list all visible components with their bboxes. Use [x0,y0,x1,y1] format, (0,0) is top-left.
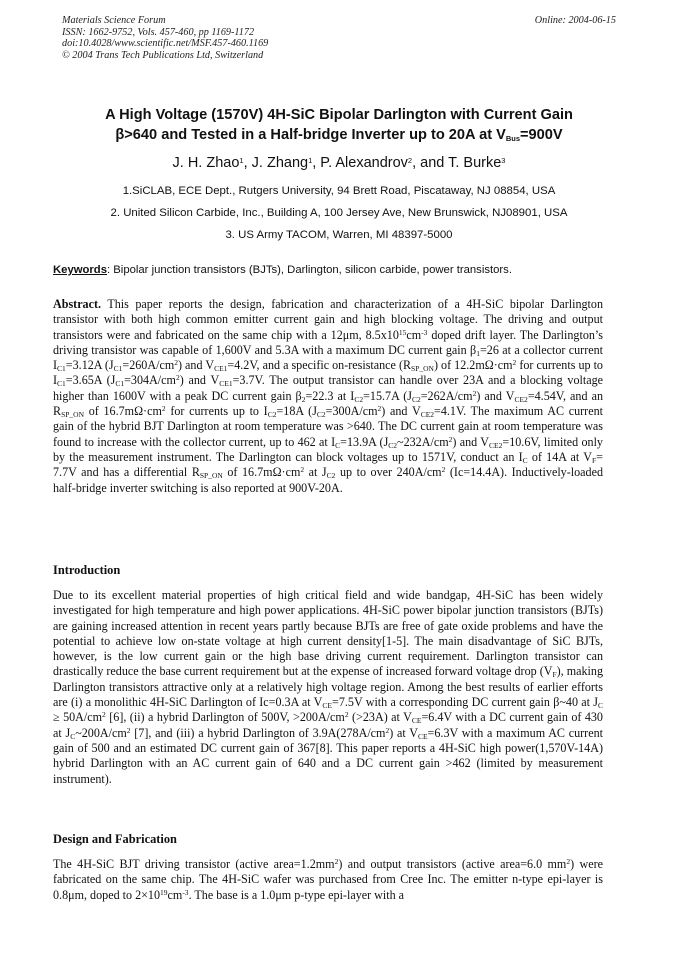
affiliation-2: 2. United Silicon Carbide, Inc., Building A, 100 Jersey Ave, New Brunswick, NJ08901, USA [110,207,568,219]
author-affil-mark: 1 [308,156,313,165]
online-date [535,15,616,27]
abstract-label: Abstract. [53,297,102,311]
intro-text: ) at V [389,725,418,740]
superscript: 2 [175,373,180,383]
author-name: , P. Alexandrov [312,155,408,171]
design-text: . The base is a 1.0μm p-type epi-layer with a [188,887,405,902]
author-affil-mark: 3 [501,156,506,165]
subscript: F [592,455,597,465]
abstract-text: = 7.7V and has a differential R [53,449,603,480]
subscript: C2 [326,471,336,481]
design-text: ) and output transistors (active area=6.0 mm [338,857,567,871]
subscript: SP_ON [61,410,85,420]
keywords-text: : Bipolar junction transistors (BJTs), Darlington, silicon carbide, power transistors. [107,264,512,276]
introduction-heading: Introduction [53,563,121,577]
superscript: 2 [512,358,517,368]
intro-text: (>23A) at V [348,710,412,725]
abstract-text: up to over 240A/cm [335,465,442,480]
abstract-text: of 14A at V [527,449,592,464]
abstract-text: for currents up to I [165,404,268,419]
abstract-text: ~232A/cm [397,434,449,449]
title-line-2-text: β>640 and Tested in a Half-bridge Inverter up to 20A at V [115,127,506,143]
subscript: SP_ON [411,364,434,374]
intro-text: ~200A/cm [75,725,127,740]
issn-line: ISSN: 1662-9752, Vols. 457-460, pp 1169-1172 [62,26,255,38]
superscript: 2 [334,857,339,866]
abstract-text: doped drift layer. The Darlington’s driving transistor was capable of 1,600V and 5.3A with a maximum DC current gain β [53,327,603,357]
subscript: C1 [113,364,123,374]
subscript: C1 [57,364,66,374]
paper-title [40,105,638,145]
title-line-2-end: =900V [520,127,563,143]
abstract-text: of 16.7mΩ·cm [84,404,162,419]
keywords [53,262,628,278]
subscript: CE1 [214,364,228,374]
subscript: C2 [388,440,398,450]
abstract-text: ) and V [452,434,490,449]
intro-text: ), making Darlington transistors attractive only at a relatively high voltage region. Among the best results of earlier efforts are (i) a monolithic 4H-SiC Darlington of Ic=0.3A at V [53,664,603,710]
doi-line[interactable]: doi:10.4028/www.scientific.net/MSF.457-460.1169 [62,38,269,50]
superscript: -3 [421,327,428,337]
abstract-text: ) of 12.2mΩ·cm [433,358,513,373]
subscript: SP_ON [199,471,223,481]
subscript: C [522,455,528,465]
subscript: CE [417,731,428,741]
superscript: 19 [160,887,168,897]
subscript: C [597,701,603,711]
author-name: J. H. Zhao [172,155,240,171]
author-name: , J. Zhang [243,155,309,171]
subscript: C [335,440,341,450]
abstract-text: ) and V [476,388,515,403]
abstract-text: =10.6V, limited only by the measurement instrument. The Darlington can block voltages up to 1571V, conduct an I [53,434,603,464]
abstract-text: =262A/cm [420,388,473,403]
affiliation-3: 3. US Army TACOM, Warren, MI 48397-5000 [225,229,453,241]
subscript: C2 [411,394,421,404]
abstract-text: =13.9A (J [340,434,389,449]
author-affil-mark: 1 [239,156,244,165]
abstract-text: at J [304,465,327,480]
abstract-text: =22.3 at I [305,388,355,403]
subscript: CE [411,716,422,726]
design-text: The 4H-SiC BJT driving transistor (active area=1.2mm [53,857,335,871]
superscript: 2 [300,465,305,475]
author-list [0,153,678,173]
subscript: C2 [354,394,364,404]
superscript: 2 [161,404,166,414]
abstract-text: =4.1V. The maximum AC current gain of the hybrid BJT Darlington at room temperature was >640. The DC current gain at room temperature was found to increase with the collector current, up to 462 at I [53,404,603,449]
abstract-paragraph [53,297,603,496]
title-line-2 [40,125,638,145]
abstract-text: =3.12A (J [65,358,114,373]
subscript: C1 [115,379,125,389]
intro-text: =6.4V with a DC current gain of 430 at J [53,710,603,740]
intro-text: [6], (ii) a hybrid Darlington of 500V, >200A/cm [105,710,345,725]
superscript: 2 [174,358,178,368]
online-date-text: Online: 2004-06-15 [534,15,616,26]
abstract-text: =3.7V. The output transistor can handle over 23A and a blocking voltage higher than 1600V with a peak DC current gain β [53,373,603,403]
abstract-text: ) and V [177,358,215,373]
abstract-text: of 16.7mΩ·cm [222,465,301,480]
affiliation-1: 1.SiCLAB, ECE Dept., Rutgers University, 94 Brett Road, Piscataway, NJ 08854, USA [122,185,556,197]
subscript: C [70,731,76,741]
subscript: F [552,670,557,680]
superscript: -3 [182,887,189,897]
subscript: C1 [57,379,66,389]
author-affil-mark: 2 [407,156,413,165]
keywords-label: Keywords [53,264,107,276]
subscript: CE2 [514,394,528,404]
introduction-paragraph [53,588,603,787]
superscript: 2 [472,388,477,398]
subscript: CE2 [420,410,435,420]
design-paragraph [53,857,603,903]
abstract-text: =26 at a collector current I [53,342,603,373]
subscript: CE1 [219,379,233,389]
abstract-text: =3.65A (J [65,373,116,388]
subscript: CE [322,701,332,711]
design-text: cm [167,887,183,902]
design-text: ) were fabricated on the same chip. The 4H-SiC wafer was purchased from Cree Inc. The emitter n-type epi-layer is 0.8μm, doped to 2×10 [53,857,603,902]
abstract-text: =18A (J [276,404,317,419]
abstract-text: =4.2V, and a specific on-resistance (R [227,358,412,373]
abstract-text: (Ic=14.4A). Inductively-loaded half-bridge inverter switching is also reported at 900V-20A. [53,465,603,495]
subscript: C2 [316,410,326,420]
title-subscript: Bus [505,134,521,143]
subscript: CE2 [489,440,503,450]
title-line-1: A High Voltage (1570V) 4H-SiC Bipolar Darlington with Current Gain [105,107,573,123]
superscript: 2 [385,725,390,735]
abstract-text: =304A/cm [124,373,176,388]
subscript: 1 [476,348,480,358]
superscript: 2 [448,434,453,444]
superscript: 2 [377,404,382,414]
abstract-text: This paper reports the design, fabrication and characterization of a 4H-SiC bipolar Darlington transistor with both high common emitter current gain and high blocking voltage. The driving and output transistors were and fabricated on the same chip with a 12μm, 8.5x10 [53,297,603,342]
superscript: 2 [344,710,349,720]
intro-text: [7], and (iii) a hybrid Darlington of 3.9A(278A/cm [130,725,386,740]
design-heading: Design and Fabrication [53,832,177,846]
abstract-text: ) and V [179,373,220,388]
copyright-line: © 2004 Trans Tech Publications Ltd, Switzerland [62,49,264,61]
abstract-text: =15.7A (J [363,388,412,403]
abstract-text: ) and V [381,404,421,419]
author-name: , and T. Burke [412,155,502,171]
abstract-text: cm [406,327,422,342]
intro-text: Due to its excellent material properties of high critical field and wide bandgap, 4H-SiC has been widely investigated for high temperature and high power applications. 4H-SiC power bipolar junction transistors (BJTs) are gaining increased attention in recent years partly because BJTs are free of gate oxide problems and have the potential to achieve low on-state voltage at high current density[1-5]. The main disadvantage of SiC BJTs, however, is the low current gain or the high base driving current requirement. Darlington transistor can drastically reduce the base current requirement but at the expense of increased forward voltage drop (V [53,588,603,679]
abstract-text: for currents up to I [53,358,603,388]
superscript: 2 [102,710,106,720]
abstract-text: =300A/cm [325,404,378,419]
journal-name: Materials Science Forum [62,15,166,26]
intro-text: ≥ 50A/cm [53,710,103,725]
journal-header [62,15,268,61]
subscript: 2 [301,394,306,404]
intro-text: =7.5V with a corresponding DC current gain β~40 at J [332,695,598,710]
abstract-text: =260A/cm [122,358,175,373]
intro-text: =6.3V with a maximum AC current gain of 500 and an estimated DC current gain of 367[8]. This paper reports a 4H-SiC high power(1,570V-14A) hybrid Darlington with an AC current gain of 640 and a DC current gain >462 (limited by measurement instrument). [53,725,603,786]
superscript: 2 [441,465,446,475]
subscript: C2 [267,410,277,420]
superscript: 2 [566,857,571,866]
superscript: 2 [126,725,131,735]
abstract-text: =4.54V, and an R [53,388,603,419]
superscript: 15 [398,327,407,337]
